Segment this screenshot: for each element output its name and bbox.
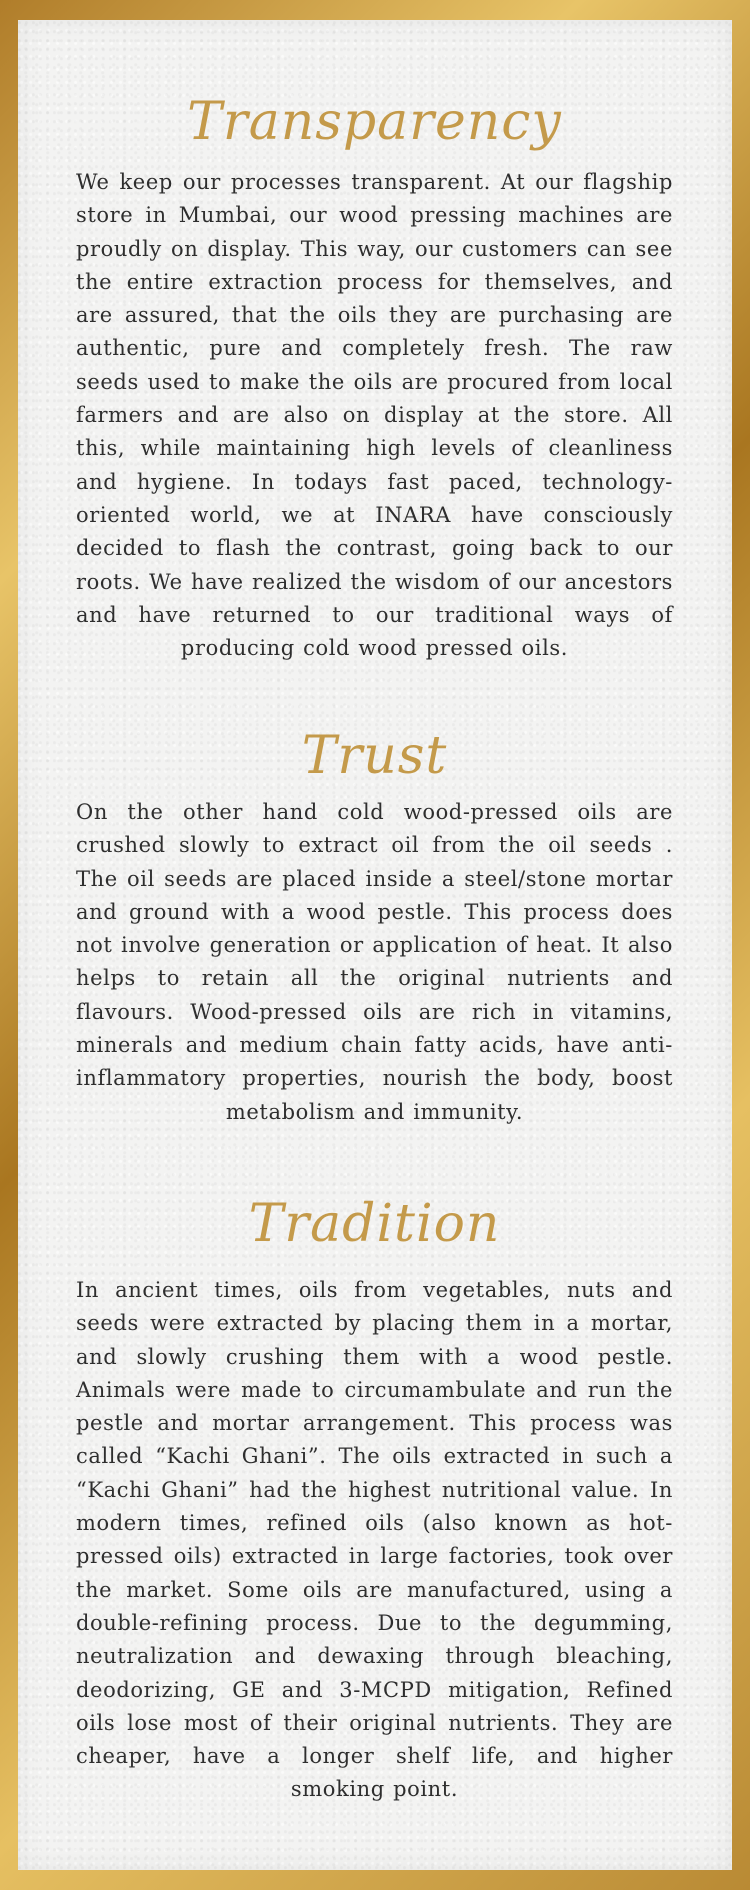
section-trust	[76, 726, 673, 1129]
section-transparency	[76, 92, 673, 665]
section-body-trust: On the other hand cold wood-pressed oils are crushed slowly to extract oil from the oil seeds . The oil seeds are placed inside a steel/stone mortar and ground with a wood pestle. This process does not involve generation or application of heat. It also helps to retain all the original nutrients and flavours. Wood-pressed oils are rich in vitamins, minerals and medium chain fatty acids, have anti-inflammatory properties, nourish the body, boost metabolism and immunity.	[76, 800, 673, 1124]
section-heading-transparency: Transparency	[187, 92, 562, 152]
section-tradition	[76, 1194, 673, 1807]
section-heading-trust: Trust	[301, 726, 448, 786]
section-body-transparency: We keep our processes transparent. At our flagship store in Mumbai, our wood pressing machines are proudly on display. This way, our customers can see the entire extraction process for themselves, and are assured, that the oils they are purchasing are authentic, pure and completely fresh. The raw seeds used to make the oils are procured from local farmers and are also on display at the store. All this, while maintaining high levels of cleanliness and hygiene. In todays fast paced, technology-oriented world, we at INARA have consciously decided to flash the contrast, going back to our roots. We have realized the wisdom of our ancestors and have returned to our traditional ways of producing cold wood pressed oils.	[76, 170, 673, 661]
section-body-tradition: In ancient times, oils from vegetables, nuts and seeds were extracted by placing them in a mortar, and slowly crushing them with a wood pestle. Animals were made to circumambulate and run the pestle and mortar arrangement. This process was called “Kachi Ghani”. The oils extracted in such a “Kachi Ghani” had the highest nutritional value. In modern times, refined oils (also known as hot-pressed oils) extracted in large factories, took over the market. Some oils are manufactured, using a double-refining process. Due to the degumming, neutralization and dewaxing through bleaching, deodorizing, GE and 3-MCPD mitigation, Refined oils lose most of their original nutrients. They are cheaper, have a longer shelf life, and higher smoking point.	[76, 1278, 673, 1802]
paper-panel	[18, 20, 732, 1870]
section-heading-tradition: Tradition	[248, 1194, 501, 1254]
